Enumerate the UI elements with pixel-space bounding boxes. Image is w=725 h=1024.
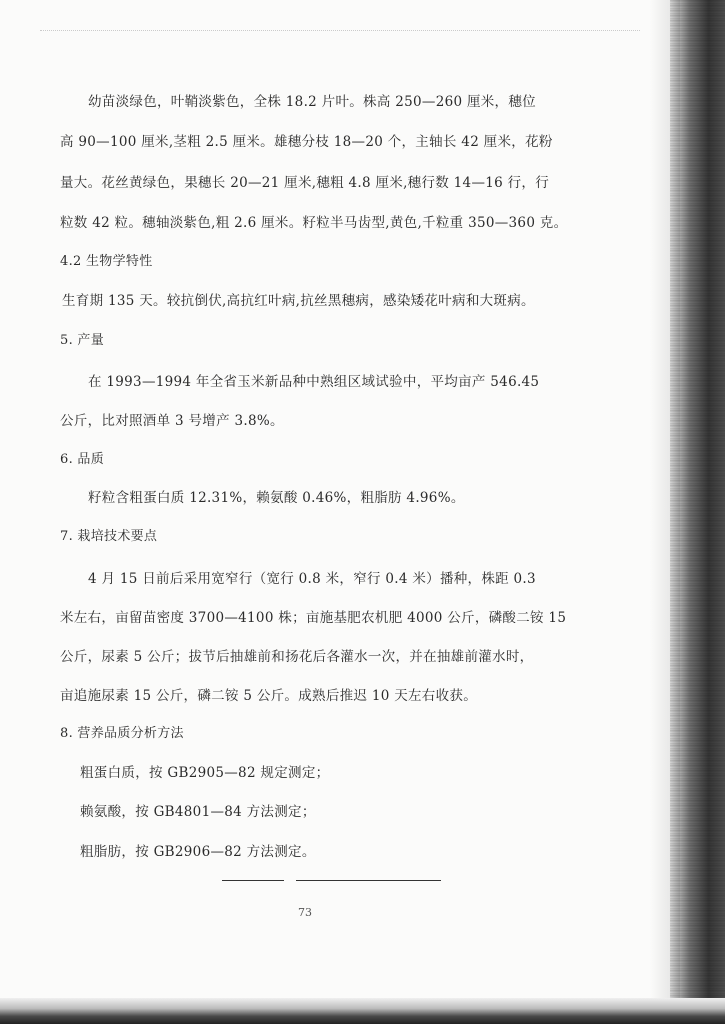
paragraph-line: 幼苗淡绿色，叶鞘淡紫色，全株 18.2 片叶。株高 250—260 厘米，穗位 <box>88 94 536 110</box>
separator-rule-right <box>296 880 441 881</box>
paragraph-line: 粒数 42 粒。穗轴淡紫色,粗 2.6 厘米。籽粒半马齿型,黄色,千粒重 350—360 克。 <box>60 215 568 231</box>
method-line: 粗脂肪，按 GB2906—82 方法测定。 <box>80 844 316 860</box>
section-heading-5: 5. 产量 <box>60 333 105 348</box>
paragraph-line: 米左右，亩留苗密度 3700—4100 株；亩施基肥农机肥 4000 公斤，磷酸二铵 15 <box>60 610 567 626</box>
scan-edge-shadow <box>670 0 725 1024</box>
paragraph-line: 公斤，比对照酒单 3 号增产 3.8%。 <box>60 413 284 429</box>
separator-rule-left <box>222 880 284 881</box>
paragraph-line: 公斤，尿素 5 公斤；拔节后抽雄前和扬花后各灌水一次，并在抽雄前灌水时， <box>60 649 534 665</box>
scan-bottom-shadow <box>0 998 725 1024</box>
paragraph-line: 生育期 135 天。较抗倒伏,高抗红叶病,抗丝黑穗病，感染矮花叶病和大斑病。 <box>62 293 535 309</box>
section-heading-7: 7. 栽培技术要点 <box>60 529 158 544</box>
scan-artifact-dots <box>40 30 640 33</box>
paragraph-line: 高 90—100 厘米,茎粗 2.5 厘米。雄穗分枝 18—20 个，主轴长 42 厘米，花粉 <box>60 134 553 150</box>
paragraph-line: 量大。花丝黄绿色，果穗长 20—21 厘米,穗粗 4.8 厘米,穗行数 14—16 行，行 <box>60 175 550 191</box>
section-heading-4-2: 4.2 生物学特性 <box>60 254 153 269</box>
paragraph-line: 亩追施尿素 15 公斤，磷二铵 5 公斤。成熟后推迟 10 天左右收获。 <box>60 688 477 704</box>
method-line: 粗蛋白质，按 GB2905—82 规定测定； <box>80 765 330 781</box>
paragraph-line: 4 月 15 日前后采用宽窄行（宽行 0.8 米，窄行 0.4 米）播种，株距 0.3 <box>88 571 536 587</box>
section-heading-8: 8. 营养品质分析方法 <box>60 726 184 741</box>
paragraph-line: 在 1993—1994 年全省玉米新品种中熟组区域试验中，平均亩产 546.45 <box>88 374 540 390</box>
page-number: 73 <box>298 906 312 919</box>
paragraph-line: 籽粒含粗蛋白质 12.31%，赖氨酸 0.46%，粗脂肪 4.96%。 <box>88 490 465 506</box>
method-line: 赖氨酸，按 GB4801—84 方法测定； <box>80 804 316 820</box>
section-heading-6: 6. 品质 <box>60 452 105 467</box>
